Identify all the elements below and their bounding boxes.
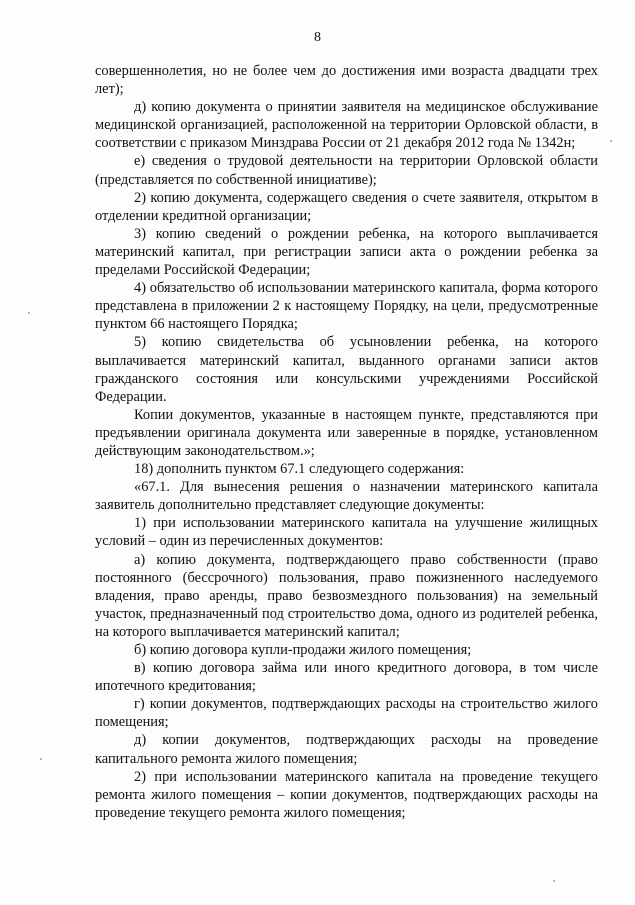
paragraph-clause-67-1-item-2: 2) при использовании материнского капитала на проведение текущего ремонта жилого помещения – копии документов, подтверждающих расходы на проведение текущего ремонта жилого помещения; [95, 768, 598, 821]
paragraph-clause-67-1-item-a: а) копию документа, подтверждающего право собственности (право постоянного (бессрочного) пользования, право пожизненного наследуемого владения, право аренды, право безвозмездного пользования) на земельный участок, предназначенный под строительство дома, одного из родителей ребенка, на которого выплачивается материнский капитал; [95, 551, 598, 640]
scan-speck [610, 140, 612, 142]
scan-speck [28, 312, 30, 314]
document-body [95, 62, 598, 822]
paragraph-item-d: д) копию документа о принятии заявителя на медицинское обслуживание медицинской организацией, расположенной на территории Орловской области, в соответствии с приказом Минздрава России от 21 декабря 2012 года № 1342н; [95, 99, 598, 152]
paragraph-clause-67-1-item-g: г) копии документов, подтверждающих расходы на строительство жилого помещения; [95, 696, 598, 731]
paragraph-clause-67-1-item-v: в) копию договора займа или иного кредитного договора, в том числе ипотечного кредитования; [95, 660, 598, 695]
paragraph-clause-67-1: «67.1. Для вынесения решения о назначении материнского капитала заявитель дополнительно представляет следующие документы: [95, 479, 598, 514]
paragraph-item-4: 4) обязательство об использовании материнского капитала, форма которого представлена в приложении 2 к настоящему Порядку, на цели, предусмотренные пунктом 66 настоящего Порядка; [95, 280, 598, 333]
paragraph-item-2: 2) копию документа, содержащего сведения о счете заявителя, открытом в отделении кредитной организации; [95, 189, 598, 224]
scan-speck [553, 880, 555, 882]
paragraph-continuation: совершеннолетия, но не более чем до достижения ими возраста двадцати трех лет); [95, 63, 598, 98]
paragraph-item-5: 5) копию свидетельства об усыновлении ребенка, на которого выплачивается материнский капитал, выданного органами записи актов гражданского состояния или консульскими учреждениями Российской Федерации. [95, 334, 598, 405]
page-number: 8 [314, 30, 321, 45]
paragraph-item-3: 3) копию сведений о рождении ребенка, на которого выплачивается материнский капитал, при регистрации записи акта о рождении ребенка за пределами Российской Федерации; [95, 225, 598, 279]
scan-speck [40, 758, 42, 760]
paragraph-copies-note: Копии документов, указанные в настоящем пункте, представляются при предъявлении оригинала документа или заверенные в порядке, установленном действующим законодательством.»; [95, 406, 598, 459]
paragraph-clause-67-1-item-b: б) копию договора купли-продажи жилого помещения; [134, 642, 472, 658]
paragraph-clause-67-1-item-1: 1) при использовании материнского капитала на улучшение жилищных условий – один из перечисленных документов: [95, 515, 598, 550]
paragraph-clause-67-1-item-d: д) копии документов, подтверждающих расходы на проведение капитального ремонта жилого помещения; [95, 732, 598, 767]
paragraph-item-e: е) сведения о трудовой деятельности на территории Орловской области (представляется по собственной инициативе); [95, 153, 598, 188]
paragraph-amendment-18: 18) дополнить пунктом 67.1 следующего содержания: [134, 461, 465, 478]
